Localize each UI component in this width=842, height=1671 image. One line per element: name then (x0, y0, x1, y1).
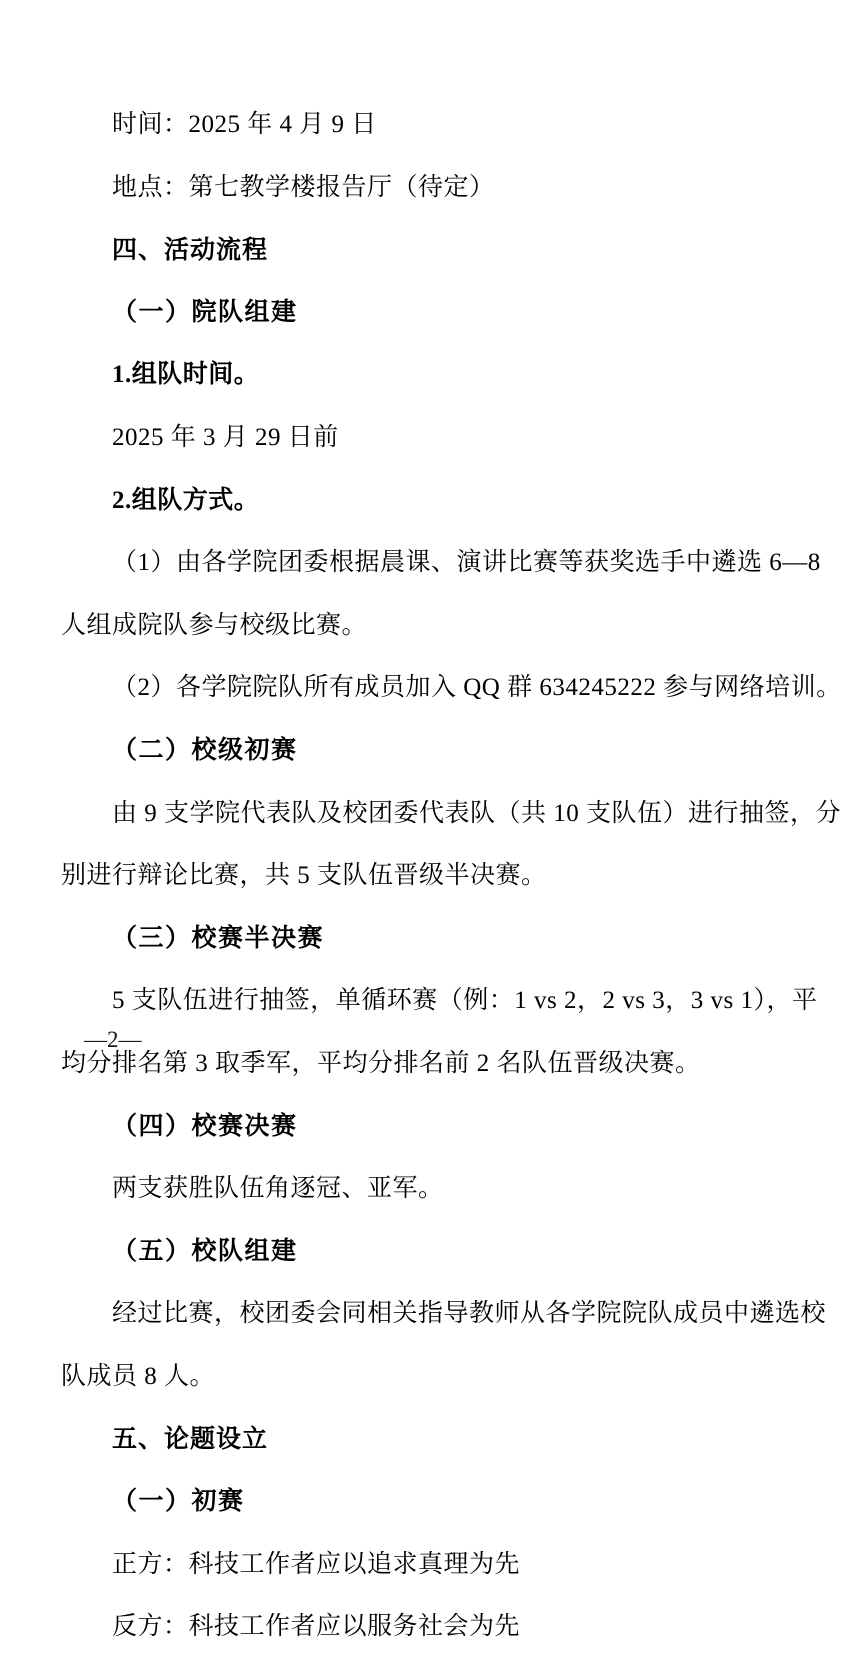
heading-school-semifinal: （三）校赛半决赛 (112, 924, 325, 952)
subheading-team-method: 2.组队方式。 (112, 486, 260, 514)
line-school-team-part2: 队成员 8 人。 (61, 1362, 216, 1390)
heading-school-team-formation: （五）校队组建 (112, 1237, 298, 1265)
heading-school-preliminary: （二）校级初赛 (112, 736, 298, 764)
line-team-deadline: 2025 年 3 月 29 日前 (112, 423, 339, 451)
heading-section-4-activity-flow: 四、活动流程 (112, 235, 269, 265)
line-topic-pro-side: 正方：科技工作者应以追求真理为先 (112, 1550, 521, 1578)
line-time: 时间：2025 年 4 月 9 日 (112, 111, 377, 138)
document-body (61, 81, 842, 1671)
line-location: 地点：第七教学楼报告厅（待定） (112, 173, 495, 201)
heading-school-final: （四）校赛决赛 (112, 1112, 298, 1140)
line-semifinal-part1: 5 支队伍进行抽签，单循环赛（例：1 vs 2，2 vs 3，3 vs 1），平 (112, 987, 818, 1015)
line-preliminary-part1: 由 9 支学院代表队及校团委代表队（共 10 支队伍）进行抽签，分 (112, 799, 842, 827)
line-method-2-qq-group: （2）各学院院队所有成员加入 QQ 群 634245222 参与网络培训。 (112, 674, 842, 702)
line-final-detail: 两支获胜队伍角逐冠、亚军。 (112, 1175, 444, 1203)
line-method-1-part2: 人组成院队参与校级比赛。 (61, 611, 368, 639)
heading-section-5-topic-setup: 五、论题设立 (112, 1424, 269, 1454)
line-school-team-part1: 经过比赛，校团委会同相关指导教师从各学院院队成员中遴选校 (112, 1300, 827, 1328)
line-preliminary-part2: 别进行辩论比赛，共 5 支队伍晋级半决赛。 (61, 862, 547, 890)
page-number: —2— (84, 1027, 142, 1052)
line-method-1-part1: （1）由各学院团委根据晨课、演讲比赛等获奖选手中遴选 6—8 (112, 549, 821, 577)
heading-topic-preliminary: （一）初赛 (112, 1488, 245, 1516)
heading-college-team-formation: （一）院队组建 (112, 298, 298, 326)
subheading-team-time: 1.组队时间。 (112, 361, 260, 389)
line-topic-con-side: 反方：科技工作者应以服务社会为先 (112, 1613, 521, 1641)
line-semifinal-part2: 均分排名第 3 取季军，平均分排名前 2 名队伍晋级决赛。 (61, 1049, 701, 1077)
